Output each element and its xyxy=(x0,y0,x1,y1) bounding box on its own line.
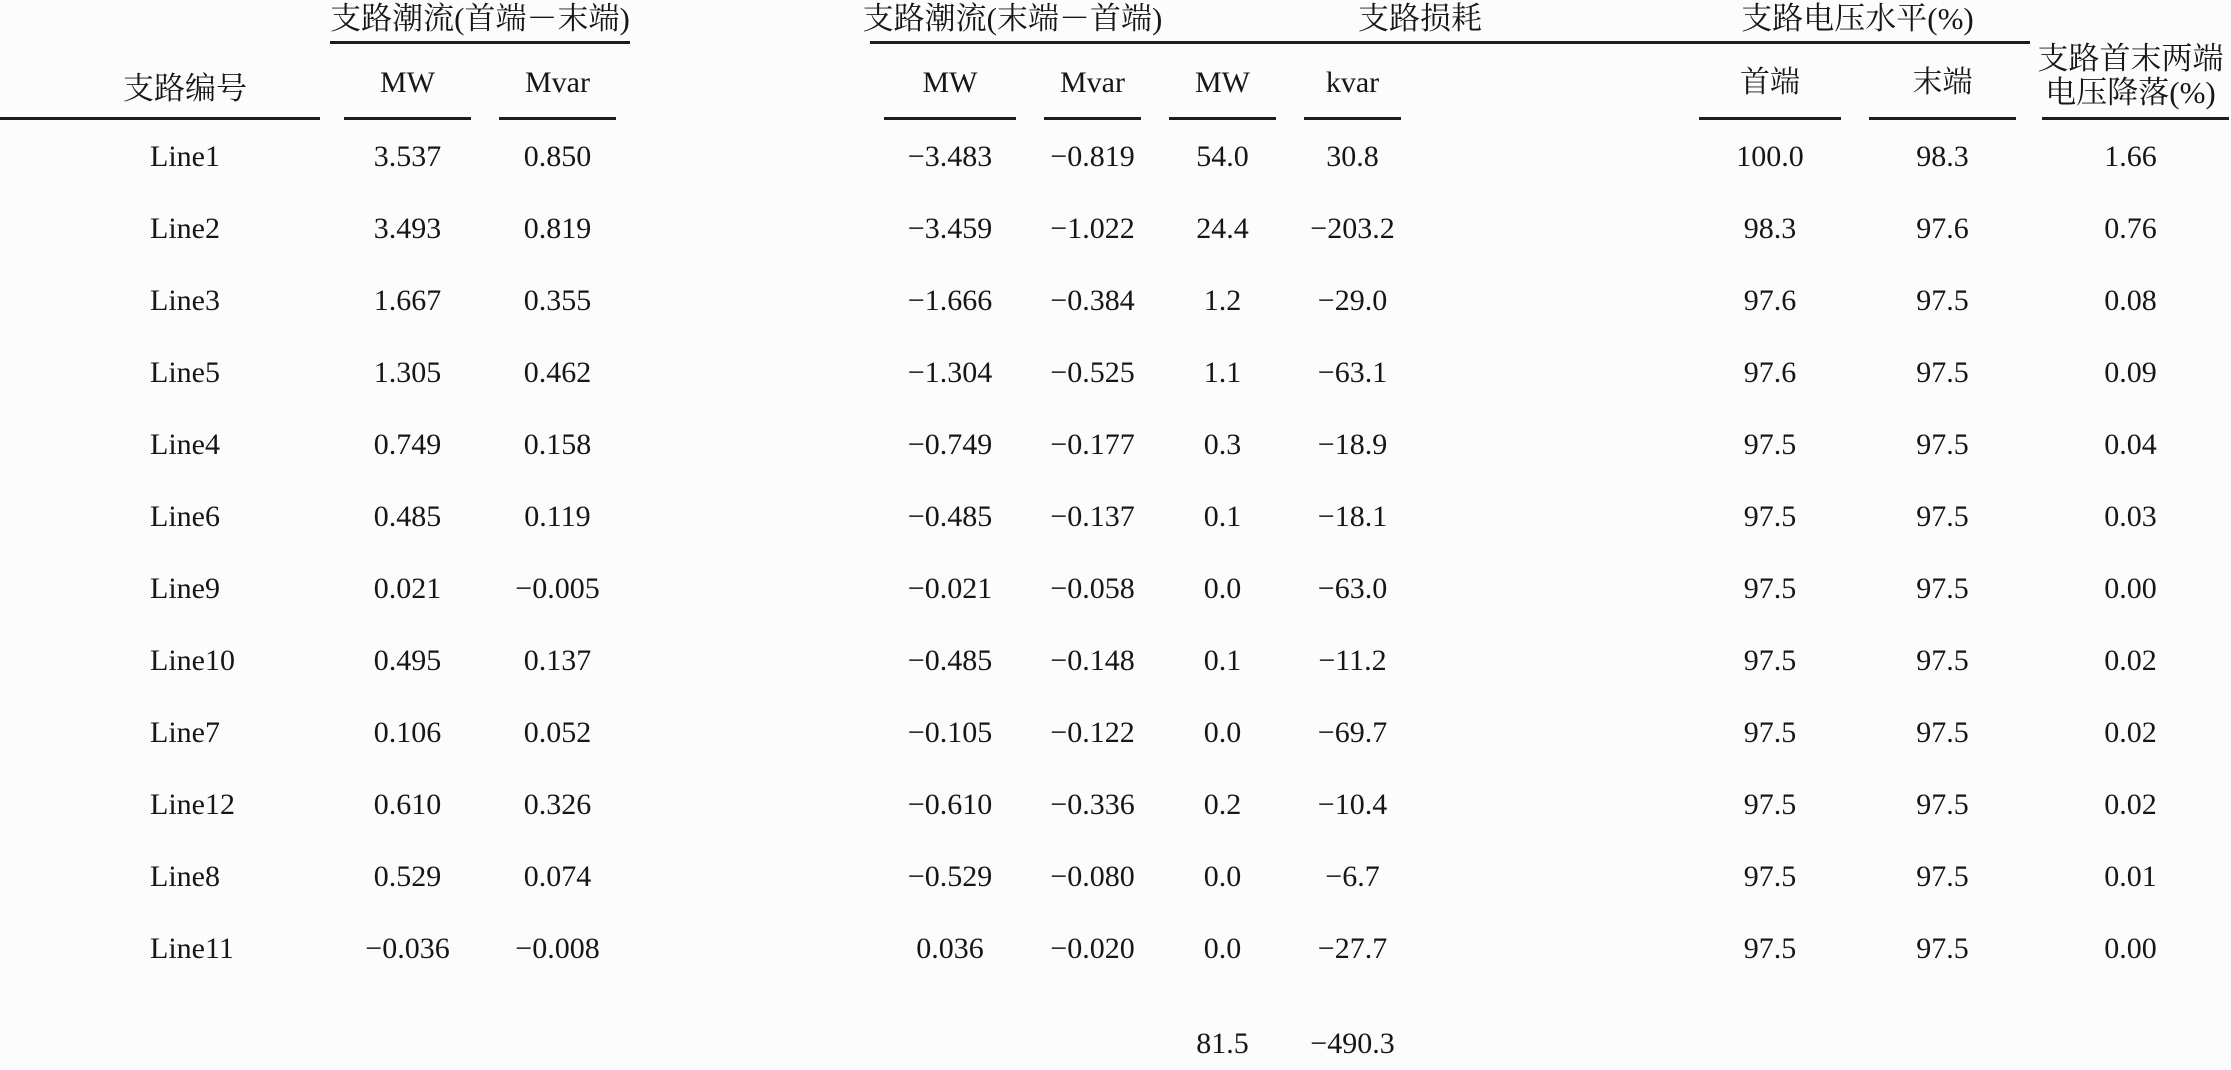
subheader-g1-mw: MW xyxy=(330,44,485,120)
value-cell: −0.080 xyxy=(1050,859,1135,893)
value-cell: 0.04 xyxy=(2104,427,2157,461)
value-cell: 97.5 xyxy=(1916,859,1969,893)
group-header-voltage-level: 支路电压水平(%) xyxy=(1685,0,2030,44)
value-cell: −63.0 xyxy=(1317,571,1388,605)
value-cell: 97.5 xyxy=(1916,499,1969,533)
value-cell: 97.5 xyxy=(1743,427,1797,461)
value-cell: −0.058 xyxy=(1050,571,1135,605)
value-cell: −6.7 xyxy=(1325,859,1380,893)
value-cell: −27.7 xyxy=(1317,931,1388,965)
subheader-g2-mw: MW xyxy=(870,44,1030,120)
value-cell: 0.00 xyxy=(2104,571,2157,605)
value-cell: 97.5 xyxy=(1743,571,1797,605)
totals-loss_mw: 81.5 xyxy=(1196,1027,1249,1060)
value-cell: −1.022 xyxy=(1050,211,1135,245)
value-cell: 54.0 xyxy=(1196,139,1249,173)
value-cell: −0.525 xyxy=(1050,355,1135,389)
branch-label: Line6 xyxy=(150,499,220,533)
value-cell: 0.137 xyxy=(523,643,592,677)
value-cell: −0.122 xyxy=(1050,715,1135,749)
value-cell: 0.02 xyxy=(2104,787,2157,821)
value-cell: 0.0 xyxy=(1203,859,1242,893)
value-cell: 0.355 xyxy=(523,283,592,317)
value-cell: −0.005 xyxy=(515,571,600,605)
value-cell: 0.021 xyxy=(373,571,442,605)
value-cell: 0.0 xyxy=(1203,931,1242,965)
subheader-voltage-from: 首端 xyxy=(1685,44,1855,120)
value-cell: 30.8 xyxy=(1326,139,1379,173)
value-cell: −203.2 xyxy=(1310,211,1395,245)
value-cell: 0.09 xyxy=(2104,355,2157,389)
branch-label: Line3 xyxy=(150,283,220,317)
branch-label: Line2 xyxy=(150,211,220,245)
value-cell: −0.137 xyxy=(1050,499,1135,533)
branch-label: Line5 xyxy=(150,355,220,389)
value-cell: 97.6 xyxy=(1743,355,1797,389)
value-cell: 0.02 xyxy=(2104,715,2157,749)
value-cell: −0.020 xyxy=(1050,931,1135,965)
value-cell: 3.537 xyxy=(373,139,442,173)
value-cell: −0.485 xyxy=(907,499,993,533)
value-cell: 0.76 xyxy=(2104,211,2157,245)
value-cell: 97.5 xyxy=(1916,571,1969,605)
value-cell: 0.495 xyxy=(373,643,442,677)
branch-label: Line12 xyxy=(150,787,235,821)
value-cell: 97.6 xyxy=(1916,211,1969,245)
value-cell: 0.749 xyxy=(373,427,442,461)
value-cell: −1.304 xyxy=(907,355,993,389)
value-cell: −18.9 xyxy=(1317,427,1388,461)
branch-label: Line1 xyxy=(150,139,220,173)
value-cell: 0.610 xyxy=(373,787,442,821)
voltage-drop-header-line2: 电压降落(%) xyxy=(2045,74,2216,110)
value-cell: 97.5 xyxy=(1743,859,1797,893)
value-cell: 97.5 xyxy=(1743,715,1797,749)
value-cell: 97.5 xyxy=(1916,931,1969,965)
voltage-drop-header-line1: 支路首末两端 xyxy=(2037,40,2224,76)
group-header-flow-from-to: 支路潮流(首端－末端) xyxy=(330,0,630,44)
value-cell: 0.2 xyxy=(1203,787,1242,821)
value-cell: 3.493 xyxy=(373,211,442,245)
branch-label: Line4 xyxy=(150,427,220,461)
value-cell: −63.1 xyxy=(1317,355,1388,389)
value-cell: 0.0 xyxy=(1203,571,1242,605)
value-cell: −0.177 xyxy=(1050,427,1135,461)
value-cell: 97.5 xyxy=(1916,787,1969,821)
value-cell: 0.119 xyxy=(524,499,591,533)
value-cell: 0.819 xyxy=(523,211,592,245)
value-cell: −0.749 xyxy=(907,427,993,461)
voltage-drop-column-header xyxy=(2030,0,2231,120)
value-cell: 97.5 xyxy=(1743,787,1797,821)
value-cell: 0.158 xyxy=(523,427,592,461)
value-cell: −3.459 xyxy=(907,211,993,245)
value-cell: 0.529 xyxy=(373,859,442,893)
group-header-branch-loss: 支路损耗 xyxy=(1155,0,1685,44)
value-cell: 97.5 xyxy=(1916,355,1969,389)
value-cell: −0.529 xyxy=(907,859,993,893)
value-cell: −0.610 xyxy=(907,787,993,821)
value-cell: 1.1 xyxy=(1203,355,1242,389)
value-cell: 97.6 xyxy=(1743,283,1797,317)
value-cell: 100.0 xyxy=(1736,139,1804,173)
value-cell: 0.1 xyxy=(1203,643,1242,677)
value-cell: −0.819 xyxy=(1050,139,1135,173)
subheader-g2-mvar: Mvar xyxy=(1030,44,1155,120)
value-cell: 0.00 xyxy=(2104,931,2157,965)
value-cell: −10.4 xyxy=(1317,787,1388,821)
value-cell: 97.5 xyxy=(1916,283,1969,317)
value-cell: 0.106 xyxy=(373,715,442,749)
group-header-flow-to-from: 支路潮流(末端－首端) xyxy=(870,0,1155,44)
subheader-g1-mvar: Mvar xyxy=(485,44,630,120)
value-cell: −0.105 xyxy=(907,715,993,749)
subheader-voltage-to: 末端 xyxy=(1855,44,2030,120)
value-cell: 0.1 xyxy=(1203,499,1242,533)
value-cell: 0.02 xyxy=(2104,643,2157,677)
subheader-loss-mw: MW xyxy=(1155,44,1290,120)
branch-label: Line11 xyxy=(150,931,234,965)
value-cell: −0.008 xyxy=(515,931,600,965)
value-cell: 0.326 xyxy=(523,787,592,821)
value-cell: −29.0 xyxy=(1317,283,1388,317)
value-cell: −0.036 xyxy=(365,931,450,965)
value-cell: 1.66 xyxy=(2104,139,2157,173)
value-cell: −0.148 xyxy=(1050,643,1135,677)
value-cell: −0.384 xyxy=(1050,283,1135,317)
value-cell: 97.5 xyxy=(1916,715,1969,749)
value-cell: 97.5 xyxy=(1743,931,1797,965)
value-cell: 0.850 xyxy=(523,139,592,173)
branch-label: Line7 xyxy=(150,715,220,749)
value-cell: 0.3 xyxy=(1203,427,1242,461)
value-cell: 1.2 xyxy=(1203,283,1242,317)
value-cell: 98.3 xyxy=(1743,211,1797,245)
value-cell: 0.485 xyxy=(373,499,442,533)
totals-loss_kvar: −490.3 xyxy=(1310,1027,1395,1060)
value-cell: −3.483 xyxy=(907,139,993,173)
value-cell: 0.052 xyxy=(523,715,592,749)
branch-label: Line8 xyxy=(150,859,220,893)
value-cell: −18.1 xyxy=(1317,499,1388,533)
value-cell: 0.074 xyxy=(523,859,592,893)
value-cell: 97.5 xyxy=(1743,499,1797,533)
value-cell: 1.667 xyxy=(373,283,442,317)
value-cell: 0.462 xyxy=(523,355,592,389)
value-cell: 0.01 xyxy=(2104,859,2157,893)
value-cell: 0.0 xyxy=(1203,715,1242,749)
subheader-loss-kvar: kvar xyxy=(1290,44,1415,120)
value-cell: 0.08 xyxy=(2104,283,2157,317)
value-cell: 0.036 xyxy=(916,931,984,965)
branch-label: Line9 xyxy=(150,571,220,605)
value-cell: 97.5 xyxy=(1743,643,1797,677)
value-cell: −0.336 xyxy=(1050,787,1135,821)
value-cell: −0.485 xyxy=(907,643,993,677)
value-cell: −69.7 xyxy=(1317,715,1388,749)
value-cell: 1.305 xyxy=(373,355,442,389)
value-cell: 98.3 xyxy=(1916,139,1969,173)
value-cell: 0.03 xyxy=(2104,499,2157,533)
value-cell: −0.021 xyxy=(907,571,993,605)
value-cell: 24.4 xyxy=(1196,211,1249,245)
branch-label: Line10 xyxy=(150,643,235,677)
value-cell: −1.666 xyxy=(907,283,993,317)
branch-column-header: 支路编号 xyxy=(0,0,330,120)
value-cell: 97.5 xyxy=(1916,427,1969,461)
value-cell: 97.5 xyxy=(1916,643,1969,677)
value-cell: −11.2 xyxy=(1318,643,1387,677)
